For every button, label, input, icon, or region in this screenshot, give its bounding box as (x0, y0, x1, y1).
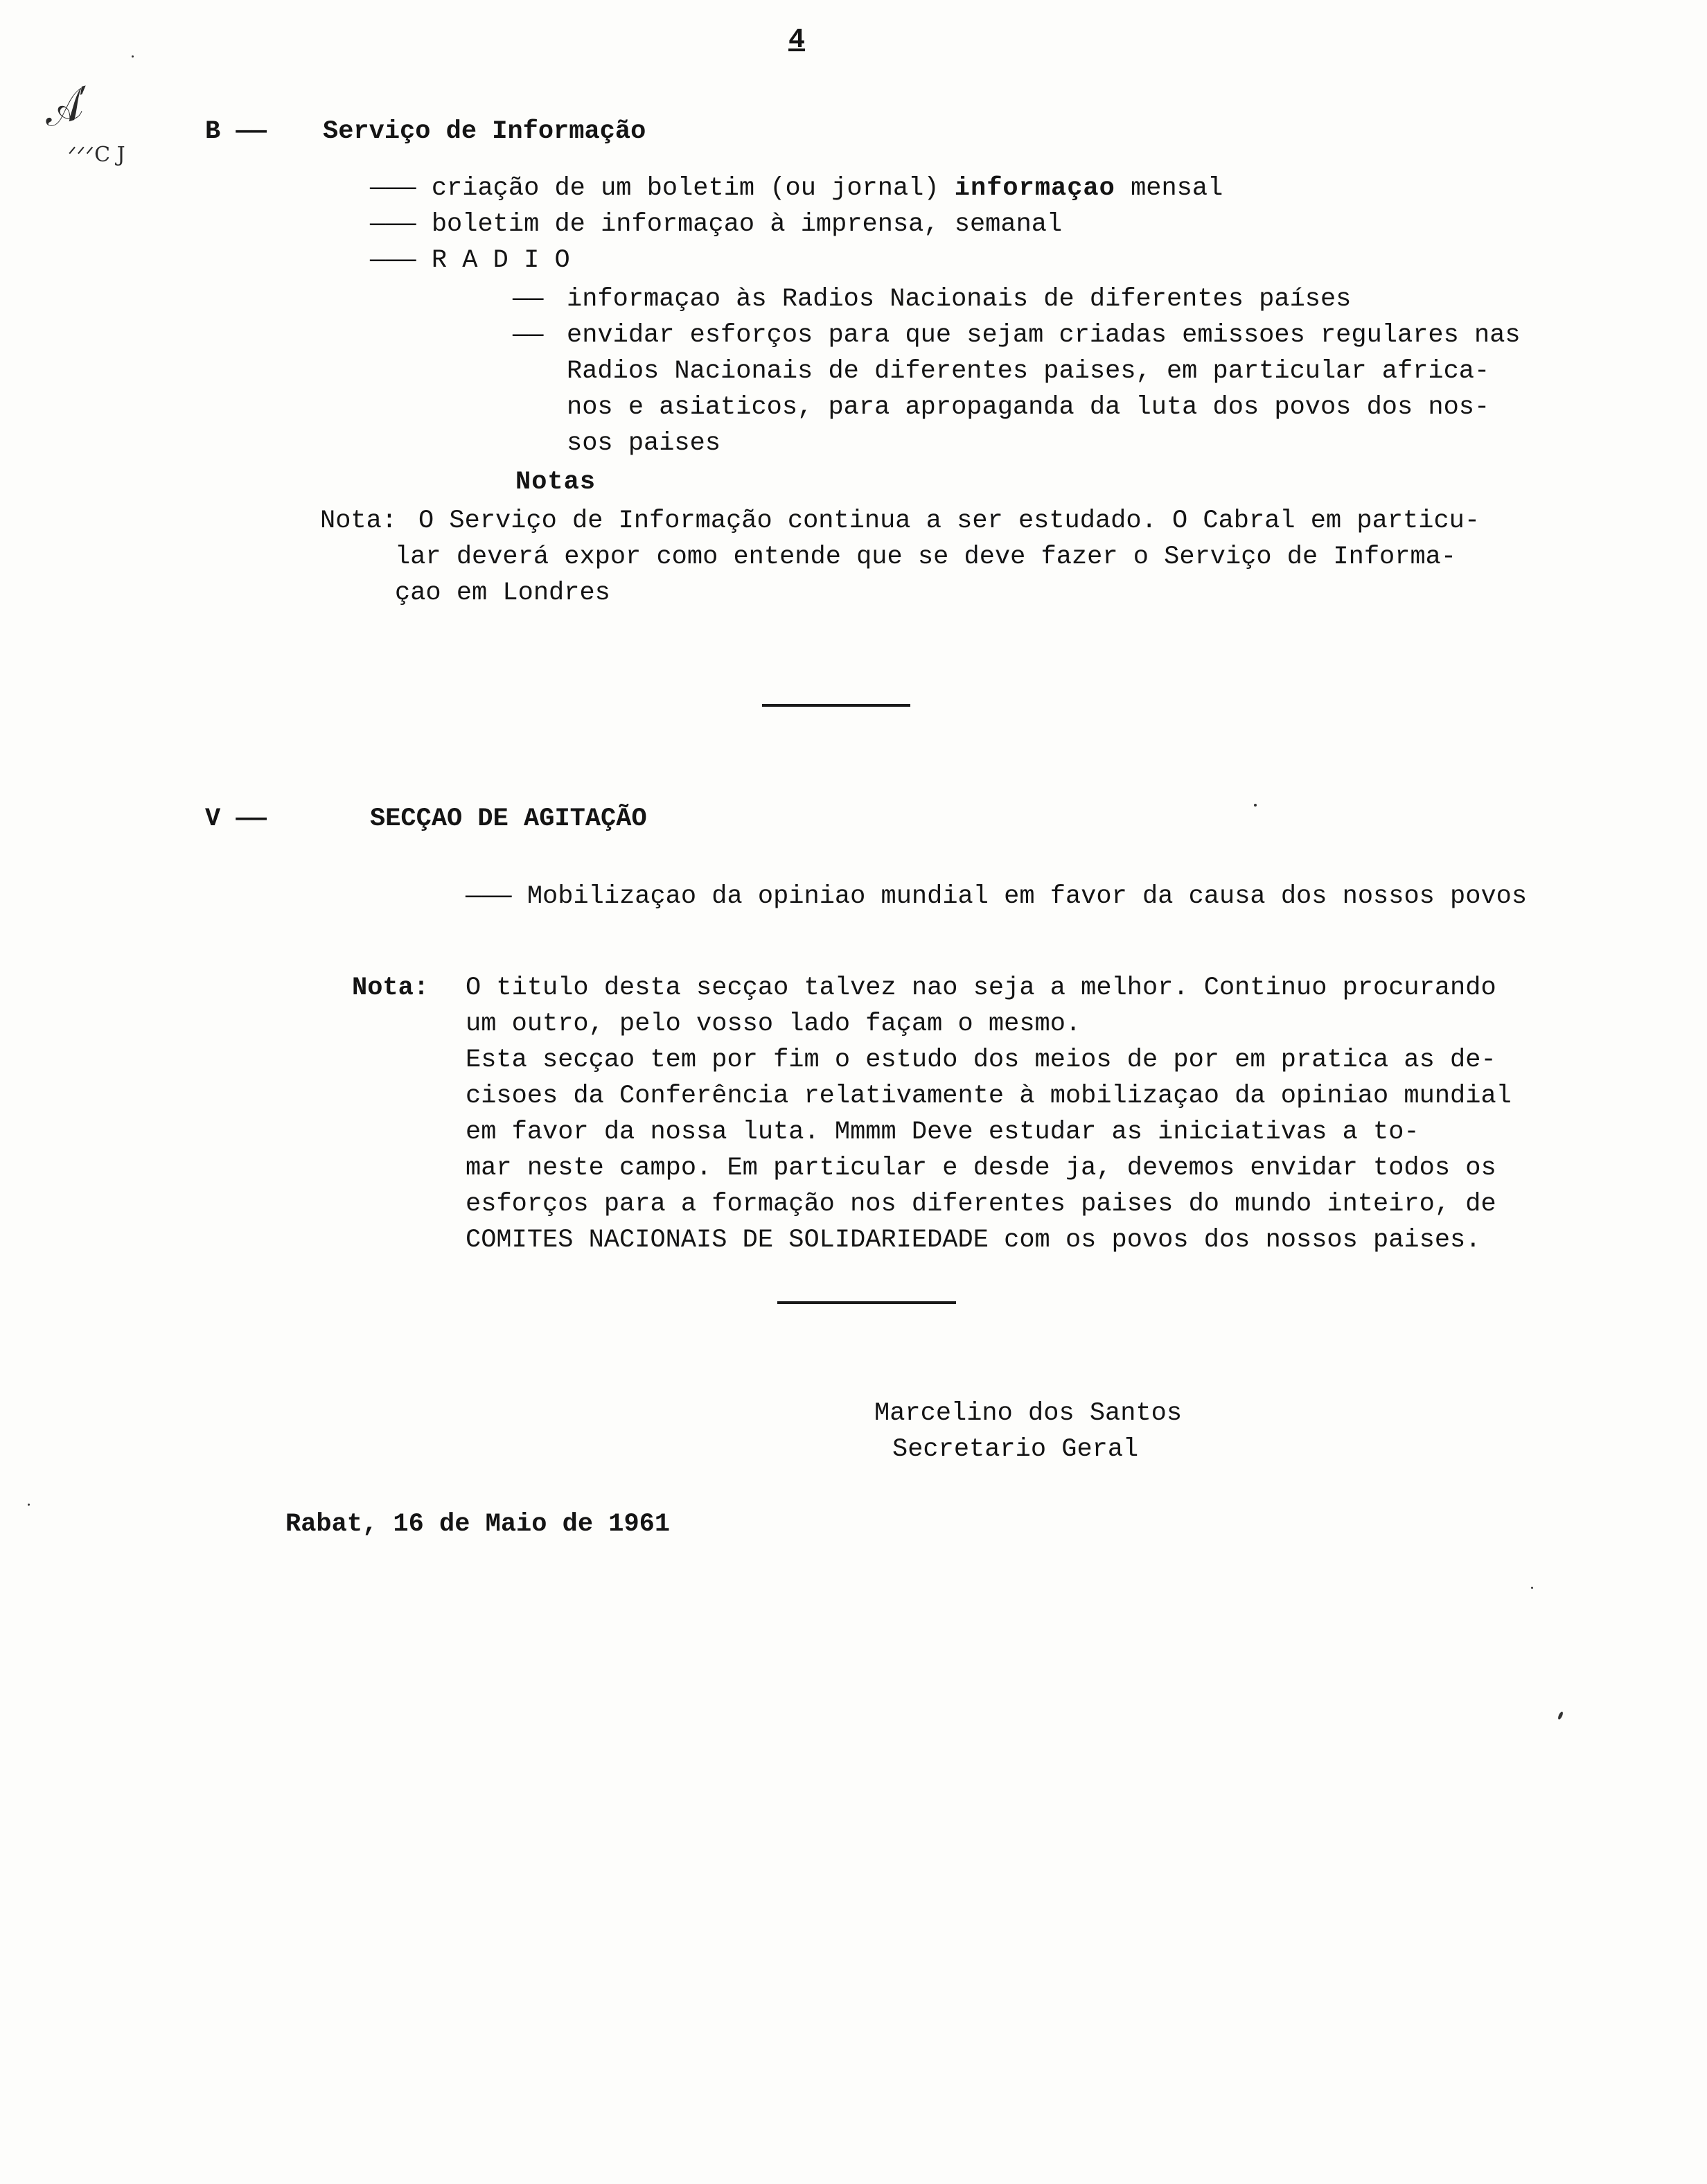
scan-speck (1531, 1587, 1533, 1589)
radio-item-line: Radios Nacionais de diferentes paises, em particular africa- (567, 357, 1490, 386)
radio-item-line: nos e asiaticos, para apropaganda da luta dos povos dos nos- (567, 393, 1490, 422)
section-divider (777, 1301, 956, 1304)
item-dash: ——— (466, 882, 512, 911)
item-dash: ——— (370, 246, 416, 275)
section-v-note-line: em favor da nossa luta. Mmmm Deve estudar as iniciativas a to- (466, 1118, 1419, 1147)
radio-item-dash: —— (513, 285, 544, 314)
section-v-title: SECÇAO DE AGITAÇÃO (370, 804, 647, 834)
section-b-title: Serviço de Informação (323, 117, 646, 146)
scan-speck (1254, 804, 1257, 807)
section-v-note-line: um outro, pelo vosso lado façam o mesmo. (466, 1010, 1081, 1039)
section-v-note-line: mar neste campo. Em particular e desde ja, devemos envidar todos os (466, 1154, 1496, 1183)
place-date: Rabat, 16 de Maio de 1961 (285, 1510, 671, 1539)
scan-speck (132, 55, 134, 58)
scan-speck (28, 1504, 30, 1506)
signature-role: Secretario Geral (892, 1435, 1139, 1464)
list-item (370, 243, 570, 279)
struck-text: informaçao (954, 174, 1115, 203)
radio-item-dash: —— (513, 321, 544, 350)
radio-item-line: informaçao às Radios Nacionais de diferentes países (567, 285, 1352, 314)
page-number: 4 (788, 25, 806, 56)
section-v-label: V —— (205, 804, 267, 834)
margin-code: ᐟᐟᐟC J (68, 143, 125, 167)
scan-speck (1557, 1711, 1564, 1720)
item-tail: mensal (1131, 174, 1223, 203)
handwritten-mark: 𝒜′ (37, 78, 98, 137)
section-b-note-line: O Serviço de Informação continua a ser estudado. O Cabral em particu- (418, 507, 1480, 536)
struck-line: Notas (515, 468, 596, 497)
section-v-note-label: Nota: (352, 974, 430, 1003)
section-b-note-line: çao em Londres (395, 579, 610, 608)
section-b-note-line: lar deverá expor como entende que se deve fazer o Serviço de Informa- (395, 543, 1457, 572)
radio-item-line: envidar esforços para que sejam criadas emissoes regulares nas (567, 321, 1521, 350)
item-dash: ——— (370, 210, 416, 239)
item-text: boletim de informaçao à imprensa, semanal (431, 210, 1063, 239)
list-item (466, 879, 1527, 915)
list-item (370, 206, 1062, 243)
section-v-note-line: O titulo desta secçao talvez nao seja a melhor. Continuo procurando (466, 974, 1496, 1003)
section-b-note-label: Nota: (320, 507, 398, 536)
signature-name: Marcelino dos Santos (874, 1399, 1183, 1428)
section-v-note-line: Esta secçao tem por fim o estudo dos meios de por em pratica as de- (466, 1046, 1496, 1075)
item-dash: ——— (370, 174, 416, 203)
section-v-note-line: cisoes da Conferência relativamente à mobilizaçao da opiniao mundial (466, 1082, 1512, 1111)
item-text: criação de um boletim (ou jornal) (431, 174, 939, 203)
list-item (370, 170, 1223, 206)
section-v-note-line: esforços para a formação nos diferentes paises do mundo inteiro, de (466, 1190, 1496, 1219)
section-v-note-line: COMITES NACIONAIS DE SOLIDARIEDADE com os povos dos nossos paises. (466, 1226, 1481, 1255)
section-divider (762, 704, 910, 707)
item-text: R A D I O (431, 246, 570, 275)
item-text: Mobilizaçao da opiniao mundial em favor da causa dos nossos povos (527, 882, 1528, 911)
radio-item-line: sos paises (567, 429, 721, 458)
section-b-label: B —— (205, 117, 267, 146)
